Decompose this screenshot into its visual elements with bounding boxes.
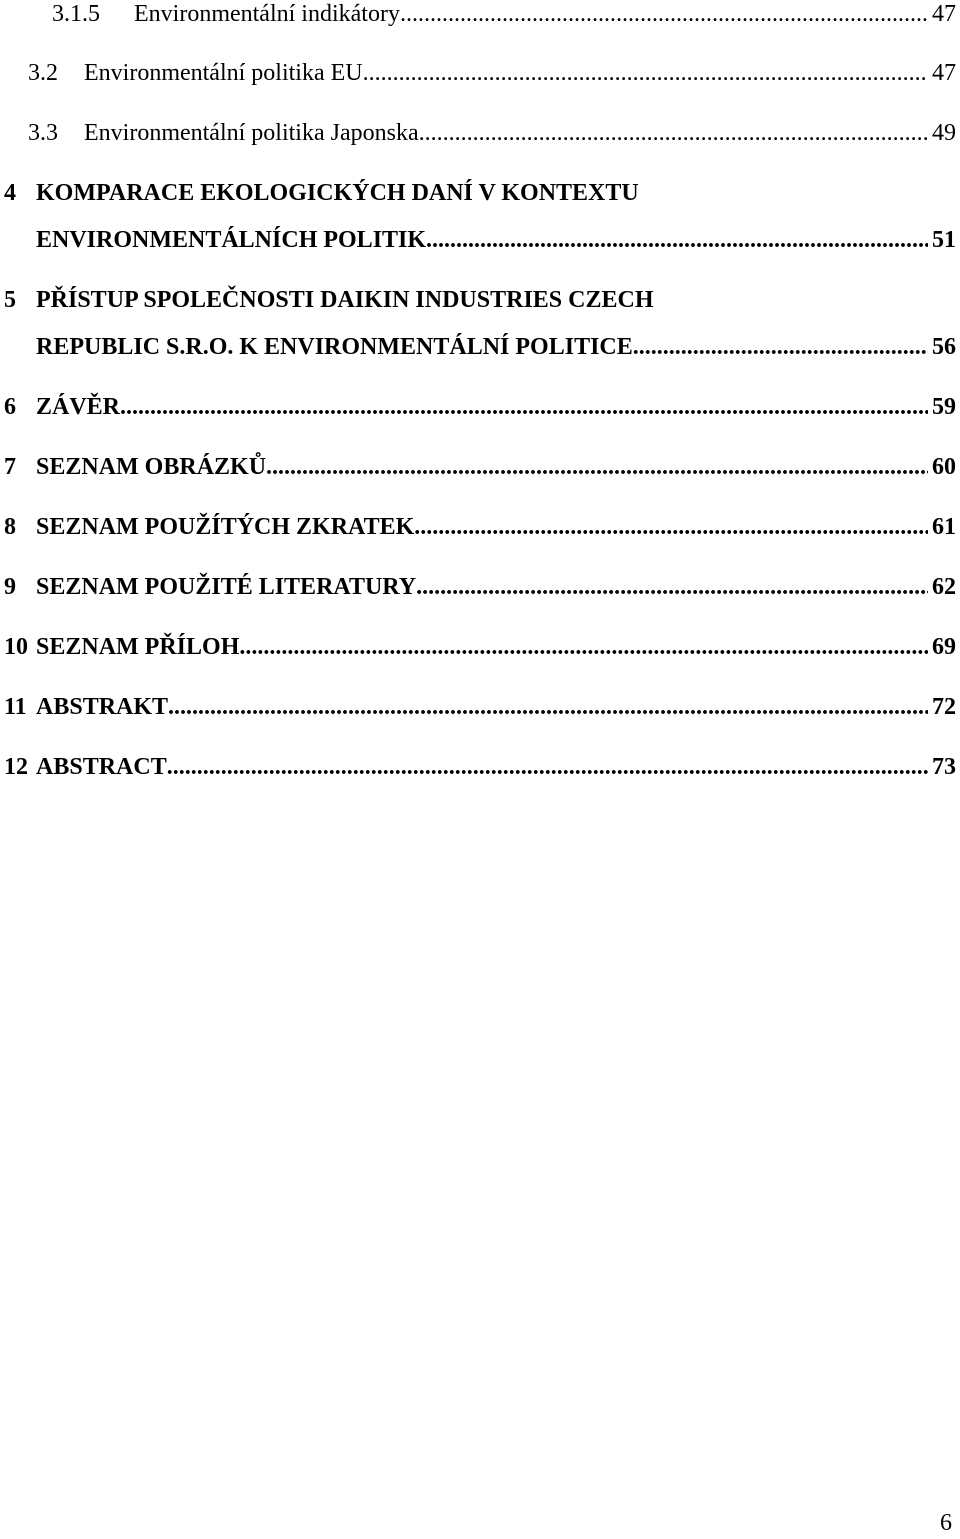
toc-entry-page: 47: [932, 60, 956, 86]
toc-dot-leader: [167, 747, 928, 787]
toc-entry-number: 10: [4, 634, 28, 660]
toc-dot-leader: [120, 387, 928, 427]
toc-entry-6[interactable]: [0, 387, 960, 427]
toc-entry-page: 62: [932, 574, 956, 600]
toc-entry-number: 3.1.5: [52, 1, 100, 27]
toc-entry-title: ZÁVĚR: [36, 394, 121, 420]
toc-entry-title: SEZNAM PŘÍLOH: [36, 634, 240, 660]
toc-entry-10[interactable]: [0, 627, 960, 667]
toc-entry-title: ABSTRAKT: [36, 694, 169, 720]
toc-entry-title-line1: PŘÍSTUP SPOLEČNOSTI DAIKIN INDUSTRIES CZECH: [36, 287, 654, 313]
toc-entry-page: 73: [932, 754, 956, 780]
toc-dot-leader: [633, 327, 928, 367]
toc-entry-title: ENVIRONMENTÁLNÍCH POLITIK: [36, 227, 427, 253]
toc-entry-9[interactable]: [0, 567, 960, 607]
toc-dot-leader: [416, 567, 928, 607]
toc-dot-leader: [414, 507, 928, 547]
toc-dot-leader: [239, 627, 928, 667]
toc-dot-leader: [419, 113, 928, 153]
toc-dot-leader: [426, 220, 928, 260]
toc-entry-number: 4: [4, 180, 16, 206]
toc-entry-page: 56: [932, 334, 956, 360]
toc-entry-title: Environmentální politika Japonska: [84, 120, 419, 146]
toc-entry-title: SEZNAM POUŽITÉ LITERATURY: [36, 574, 417, 600]
toc-entry-8[interactable]: [0, 507, 960, 547]
toc-entry-title: Environmentální politika EU: [84, 60, 363, 86]
toc-entry-number: 11: [4, 694, 27, 720]
toc-entry-number: 3.3: [28, 120, 58, 146]
toc-entry-number: 8: [4, 514, 16, 540]
toc-dot-leader: [168, 687, 928, 727]
toc-entry-3-1-5[interactable]: [0, 0, 960, 34]
toc-entry-page: 47: [932, 1, 956, 27]
toc-entry-7[interactable]: [0, 447, 960, 487]
toc-entry-number: 12: [4, 754, 28, 780]
toc-entry-12[interactable]: [0, 747, 960, 787]
toc-entry-number: 9: [4, 574, 16, 600]
toc-entry-page: 72: [932, 694, 956, 720]
toc-entry-4-line2[interactable]: [0, 220, 960, 260]
toc-entry-page: 59: [932, 394, 956, 420]
toc-entry-title-line1: KOMPARACE EKOLOGICKÝCH DANÍ V KONTEXTU: [36, 180, 639, 206]
toc-dot-leader: [266, 447, 928, 487]
toc-entry-5-line2[interactable]: [0, 327, 960, 367]
footer-page-number: 6: [940, 1510, 952, 1536]
toc-entry-number: 7: [4, 454, 16, 480]
toc-entry-page: 51: [932, 227, 956, 253]
toc-entry-4-line1[interactable]: [0, 173, 960, 213]
toc-entry-number: 5: [4, 287, 16, 313]
toc-dot-leader: [363, 53, 928, 93]
toc-entry-11[interactable]: [0, 687, 960, 727]
toc-entry-title: SEZNAM POUŽÍTÝCH ZKRATEK: [36, 514, 415, 540]
toc-entry-3-3[interactable]: [0, 113, 960, 153]
toc-entry-number: 6: [4, 394, 16, 420]
toc-entry-title: ABSTRACT: [36, 754, 167, 780]
toc-entry-page: 69: [932, 634, 956, 660]
toc-entry-title: SEZNAM OBRÁZKŮ: [36, 454, 267, 480]
toc-entry-page: 60: [932, 454, 956, 480]
toc-entry-5-line1[interactable]: [0, 280, 960, 320]
toc-entry-number: 3.2: [28, 60, 58, 86]
toc-entry-3-2[interactable]: [0, 53, 960, 93]
toc-entry-title: REPUBLIC S.R.O. K ENVIRONMENTÁLNÍ POLITICE: [36, 334, 633, 360]
toc-entry-page: 61: [932, 514, 956, 540]
toc-entry-page: 49: [932, 120, 956, 146]
toc-dot-leader: [400, 0, 928, 34]
toc-entry-title: Environmentální indikátory: [134, 1, 400, 27]
